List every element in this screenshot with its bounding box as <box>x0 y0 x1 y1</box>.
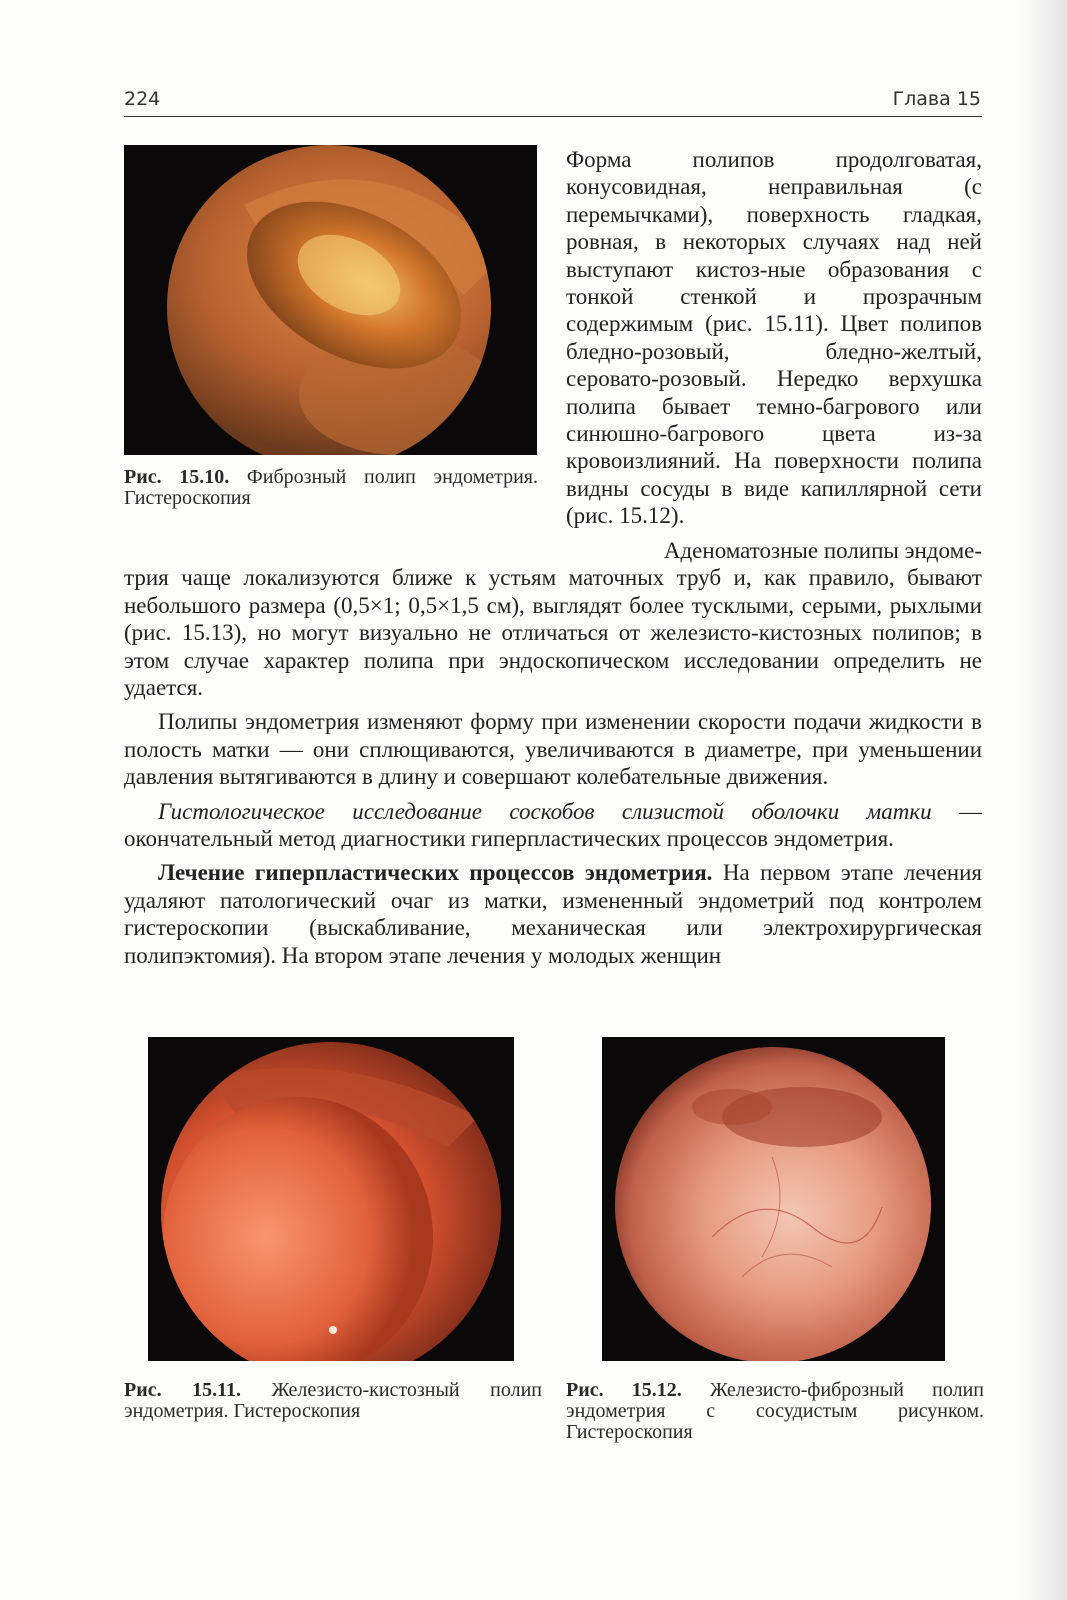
main-text-block <box>124 537 982 969</box>
paragraph-adenomatous-start: Аденоматозные полипы эндоме- <box>663 538 982 563</box>
paragraph-adenomatous: трия чаще локализуются ближе к устьям маточных труб и, как правило, бывают небольшого размера (0,5×1; 0,5×1,5 см), выглядят более тусклыми, серыми, рыхлыми (рис. 15.13), но могут визуально не отличаться от железисто-кистозных полипов; в этом случае характер полипа при эндоскопическом исследовании определить не удается. <box>124 565 982 701</box>
treatment-text: На первом этапе лечения удаляют патологический очаг из матки, измененный эндометрий под контролем гистероскопии (выскабливание, механическая или электрохирургическая полипэктомия). На втором этапе лечения у молодых женщин <box>124 860 982 968</box>
paragraph-text: Форма полипов продолговатая, конусовидная, неправильная (с перемычками), поверхность гладкая, ровная, в некоторых случаях над ней выступают кистоз-ные образования с тонкой стенкой и прозрачным содержимым (рис. 15.11). Цвет полипов бледно-розовый, бледно-желтый, серовато-розовый. Нередко верхушка полипа бывает темно-багрового или синюшно-багрового цвета из-за кровоизлияний. На поверхности полипа видны сосуды в виде капиллярной сети (рис. 15.12). <box>566 147 982 529</box>
paragraph-shape-change: Полипы эндометрия изменяют форму при изменении скорости подачи жидкости в полость матки — они сплющиваются, увеличиваются в диаметре, при уменьшении давления вытягиваются в длину и совершают колебательные движения. <box>124 709 982 790</box>
figure-label: Рис. 15.12. <box>566 1379 682 1401</box>
figure-caption-text: Железисто-кистозный полип эндометрия. Гистероскопия <box>124 1379 542 1422</box>
figure-15-11-image <box>148 1037 514 1361</box>
chapter-title: Глава 15 <box>892 88 981 110</box>
paragraph-histology <box>124 798 982 853</box>
figure-15-11-caption <box>124 1380 542 1422</box>
figure-15-12-caption <box>566 1380 984 1443</box>
figure-15-12-image <box>602 1037 945 1361</box>
paragraph-polyp-shape <box>566 146 982 530</box>
figure-caption-text: Фиброзный полип эндометрия. Гистероскопия <box>124 466 538 509</box>
figure-15-10-caption <box>124 467 538 509</box>
page-number: 224 <box>124 88 161 110</box>
figure-caption-text: Железисто-фиброзный полип эндометрия с сосудистым рисунком. Гистероскопия <box>566 1379 984 1443</box>
treatment-heading: Лечение гиперпластических процессов эндометрия. <box>158 860 713 886</box>
figure-label: Рис. 15.10. <box>124 466 230 488</box>
paragraph-treatment <box>124 859 982 969</box>
header-rule <box>124 116 982 117</box>
figure-15-10-image <box>124 145 537 455</box>
histology-text: — окончательный метод диагностики гиперпластических процессов эндометрия. <box>124 798 982 852</box>
figure-label: Рис. 15.11. <box>124 1379 242 1401</box>
page-edge-shadow <box>1021 0 1067 1600</box>
histology-italic: Гистологическое исследование соскобов слизистой оболочки матки <box>158 798 932 824</box>
